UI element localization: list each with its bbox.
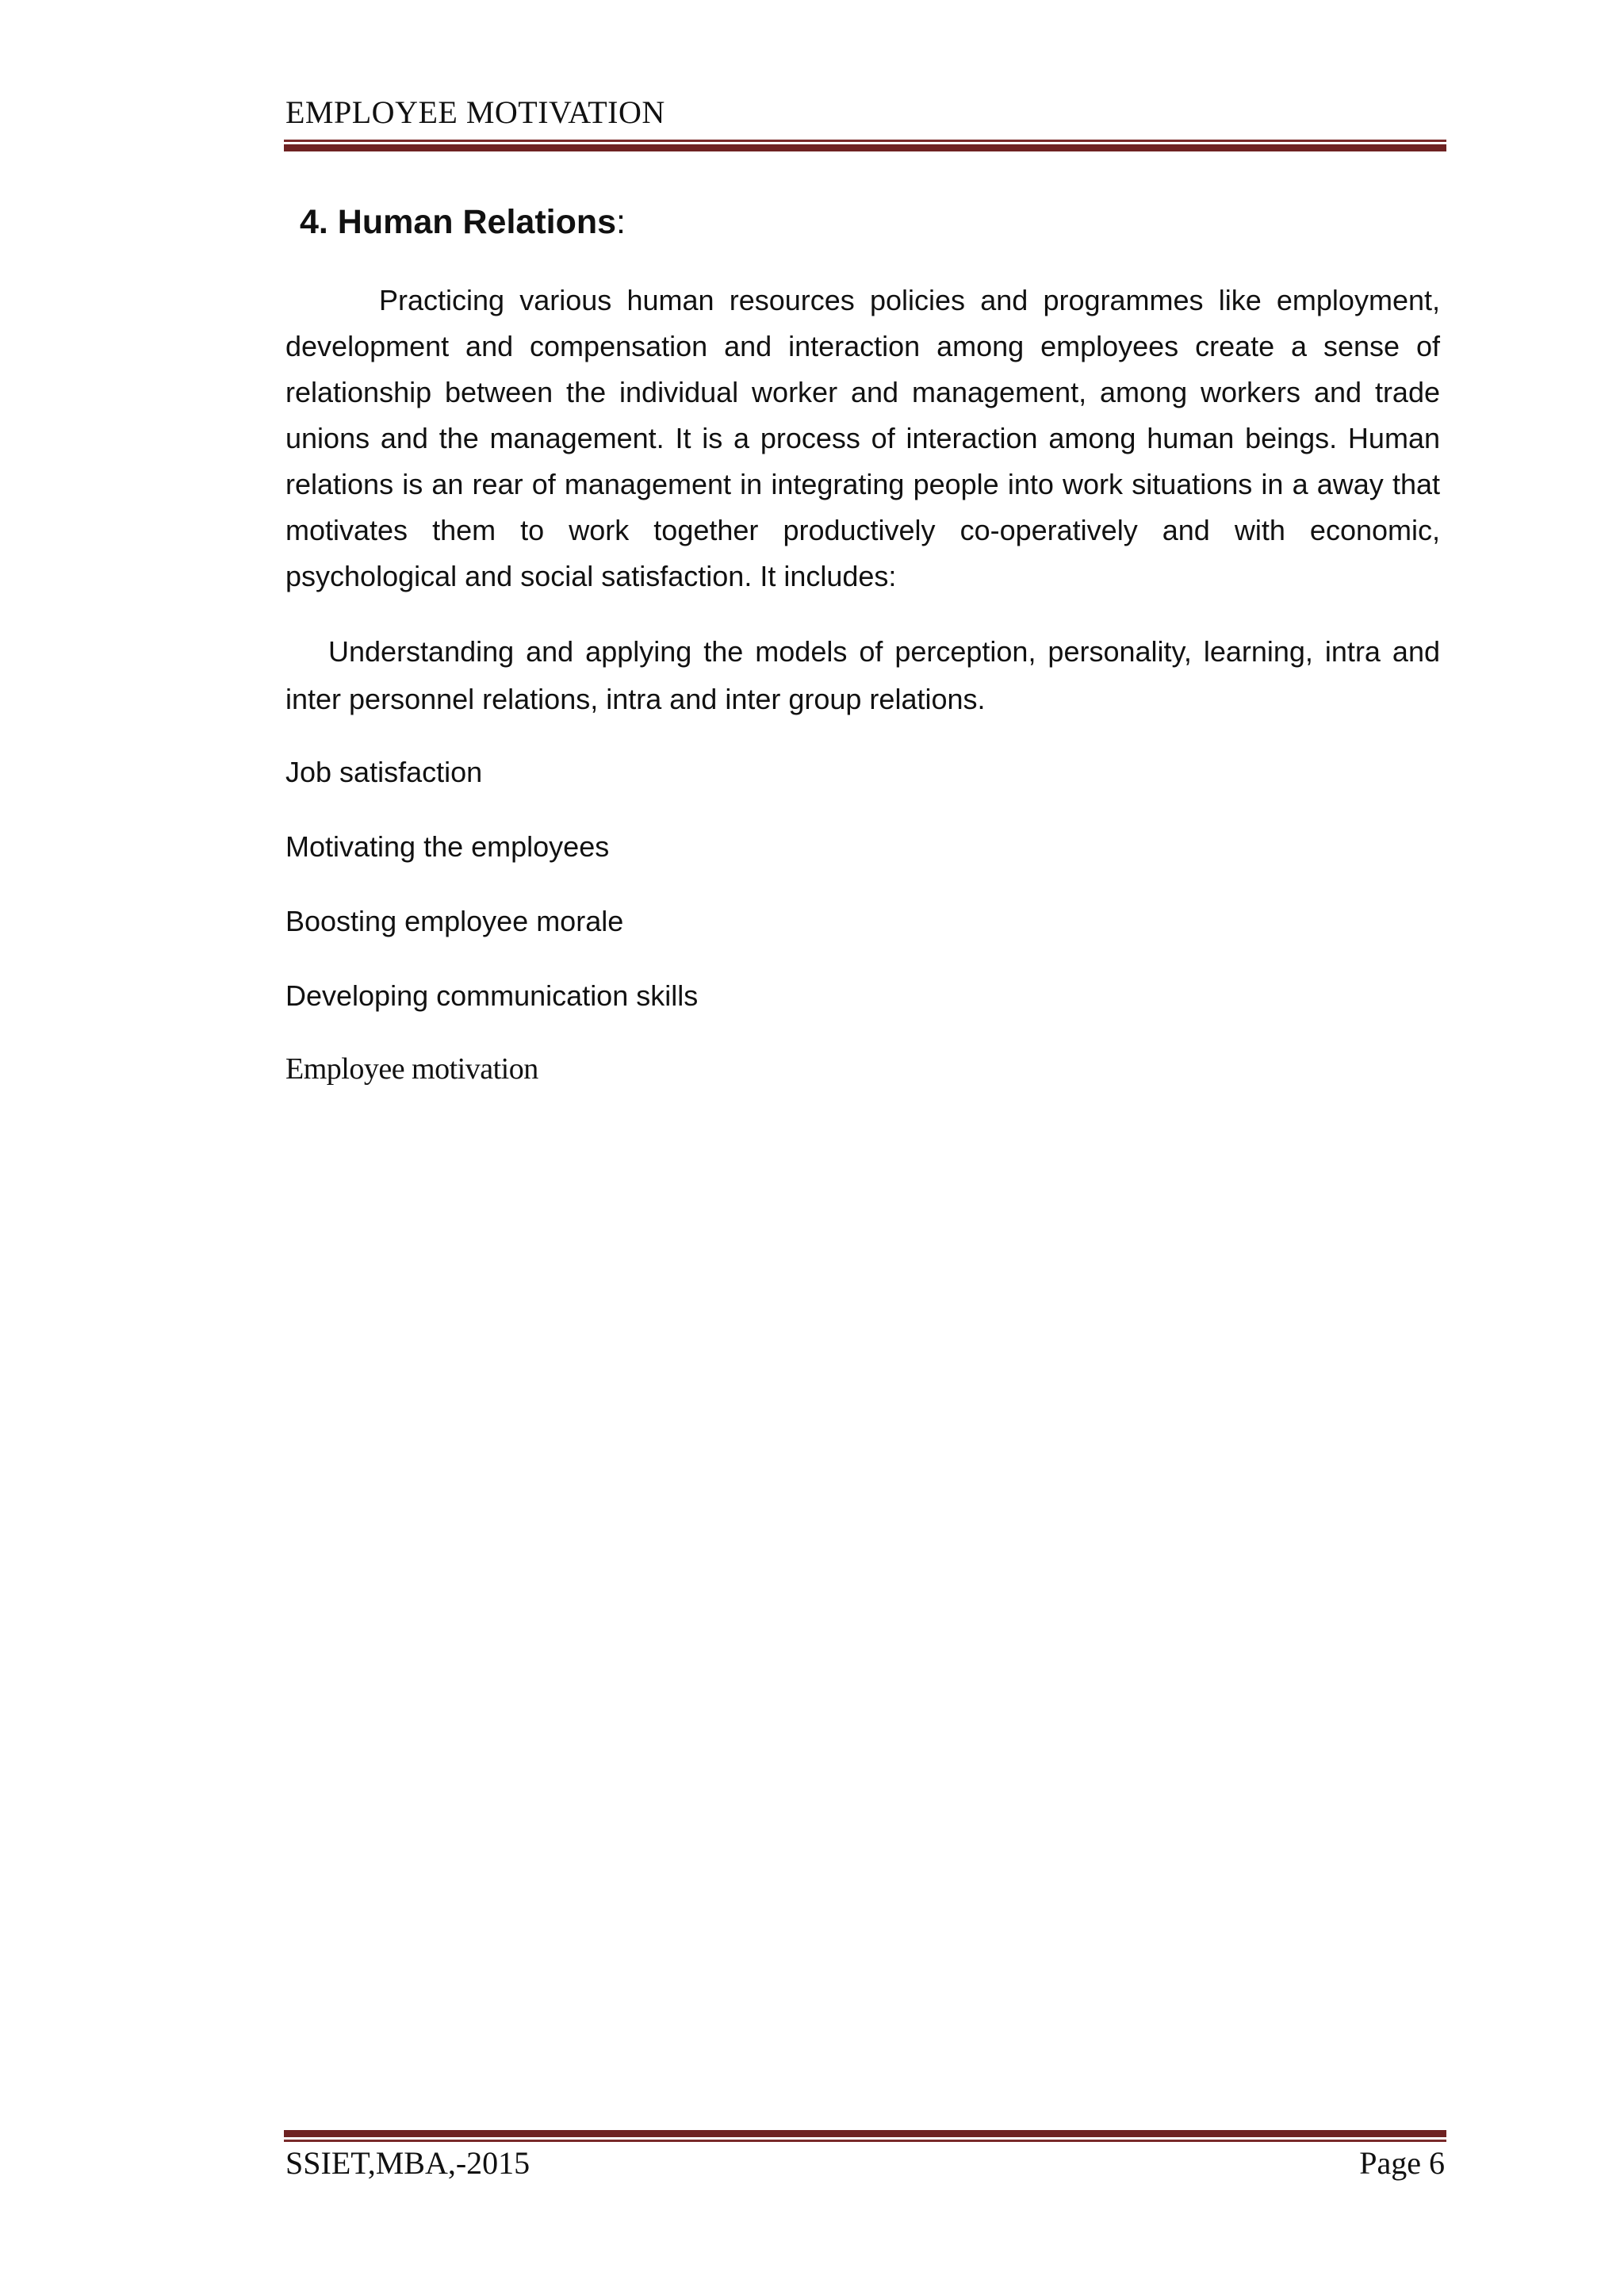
list-item: Boosting employee morale [285, 905, 624, 937]
list-item-serif: Employee motivation [285, 1052, 538, 1086]
list-item: Job satisfaction [285, 756, 483, 788]
section-heading [300, 197, 1440, 247]
header-rule [284, 140, 1446, 151]
footer-page-number: Page 6 [1359, 2145, 1445, 2181]
section-heading-text: 4. Human Relations [300, 203, 617, 241]
section-heading-colon: : [616, 203, 626, 241]
body-paragraph-2: Understanding and applying the models of perception, personality, learning, intra and inter personnel relations, intra and inter group relations. [285, 635, 1440, 715]
page-content [285, 197, 1440, 1094]
body-paragraph-1: Practicing various human resources policies and programmes like employment, development and compensation and interaction among employees create a sense of relationship between the individual worker and management, among workers and trade unions and the management. It is a process of interaction among human beings. Human relations is an rear of management in integrating people into work situations in a away that motivates them to work together productively co-operatively and with economic, psychological and social satisfaction. It includes: [285, 284, 1440, 592]
list-item: Motivating the employees [285, 830, 610, 863]
running-header-title: EMPLOYEE MOTIVATION [285, 94, 665, 130]
footer-rule-thin-line [284, 2140, 1446, 2142]
footer-rule-thick-line [284, 2130, 1446, 2137]
footer-rule [284, 2130, 1446, 2142]
header-rule-thick-line [284, 144, 1446, 151]
list-item: Developing communication skills [285, 979, 699, 1012]
footer-institution: SSIET,MBA,-2015 [285, 2145, 530, 2181]
